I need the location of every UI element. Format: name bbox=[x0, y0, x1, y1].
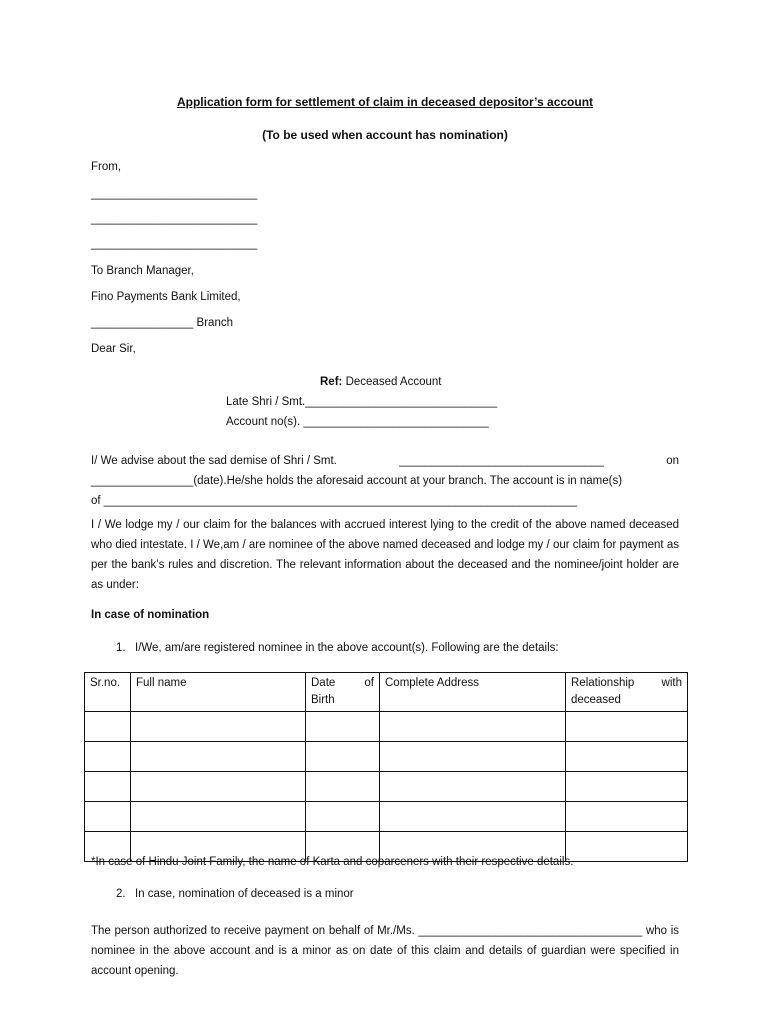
salutation: Dear Sir, bbox=[91, 343, 136, 355]
table-cell[interactable] bbox=[306, 742, 380, 772]
table-cell[interactable] bbox=[131, 802, 306, 832]
ref-label: Ref: bbox=[320, 376, 343, 388]
advise-line-1 bbox=[91, 455, 679, 467]
table-cell[interactable] bbox=[306, 802, 380, 832]
table-cell[interactable] bbox=[85, 742, 131, 772]
to-line-2: Fino Payments Bank Limited, bbox=[91, 291, 241, 303]
nominee-details-table bbox=[84, 672, 688, 862]
ref-line bbox=[320, 376, 441, 388]
table-cell[interactable] bbox=[566, 802, 688, 832]
table-cell[interactable] bbox=[380, 742, 566, 772]
table-cell[interactable] bbox=[380, 802, 566, 832]
table-cell[interactable] bbox=[131, 742, 306, 772]
item-1-text: I/We, am/are registered nominee in the above account(s). Following are the details: bbox=[135, 642, 559, 654]
header-sr-no: Sr.no. bbox=[85, 673, 131, 712]
form-subtitle: (To be used when account has nomination) bbox=[262, 128, 508, 142]
table-cell[interactable] bbox=[131, 772, 306, 802]
from-blank-line-2: __________________________ bbox=[91, 213, 258, 225]
advise-line-2: ________________(date).He/she holds the aforesaid account at your branch. The account is in name(s) bbox=[91, 475, 623, 487]
from-label: From, bbox=[91, 161, 122, 173]
advise-line-1-start: I/ We advise about the sad demise of Shri / Smt. bbox=[91, 455, 337, 467]
account-no-line: Account no(s). _____________________________ bbox=[226, 416, 489, 428]
minor-paragraph: The person authorized to receive payment on behalf of Mr./Ms. ___________________________________ who is nominee in the above account and is a minor as on date of this claim and details of guardian were specified in account opening. bbox=[91, 925, 679, 977]
table-cell[interactable] bbox=[566, 832, 688, 862]
from-blank-line-1: __________________________ bbox=[91, 188, 258, 200]
table-cell[interactable] bbox=[85, 712, 131, 742]
ref-text: Deceased Account bbox=[345, 376, 442, 388]
table-row bbox=[85, 712, 688, 742]
branch-line bbox=[91, 317, 233, 329]
from-blank-line-3: __________________________ bbox=[91, 238, 258, 250]
branch-label: Branch bbox=[196, 317, 233, 329]
nomination-heading: In case of nomination bbox=[91, 609, 210, 621]
table-cell[interactable] bbox=[85, 802, 131, 832]
to-line-1: To Branch Manager, bbox=[91, 265, 194, 277]
item-2-text: In case, nomination of deceased is a minor bbox=[135, 888, 354, 900]
form-title: Application form for settlement of claim in deceased depositor’s account bbox=[176, 95, 594, 109]
advise-line-1-end: on bbox=[666, 455, 679, 467]
item-1-number: 1. bbox=[116, 642, 126, 654]
table-cell[interactable] bbox=[566, 742, 688, 772]
table-cell[interactable] bbox=[85, 772, 131, 802]
late-shri-line: Late Shri / Smt.______________________________ bbox=[226, 396, 498, 408]
table-cell[interactable] bbox=[380, 712, 566, 742]
table-row bbox=[85, 772, 688, 802]
header-date-of-birth: Date of Birth bbox=[306, 673, 380, 712]
header-relationship: Relationship with deceased bbox=[566, 673, 688, 712]
claim-paragraph: I / We lodge my / our claim for the balances with accrued interest lying to the credit of the above named deceased who died intestate. I / We,am / are nominee of the above named deceased and lodge my / our claim for payment as per the bank’s rules and discretion. The relevant information about the deceased and the nominee/joint holder are as under: bbox=[91, 519, 679, 591]
header-full-name: Full name bbox=[131, 673, 306, 712]
table-cell[interactable] bbox=[306, 772, 380, 802]
table-cell[interactable] bbox=[566, 712, 688, 742]
item-2-number: 2. bbox=[116, 888, 126, 900]
table-row bbox=[85, 802, 688, 832]
table-cell[interactable] bbox=[566, 772, 688, 802]
table-cell[interactable] bbox=[380, 772, 566, 802]
table-row bbox=[85, 742, 688, 772]
branch-blank: ________________ bbox=[91, 317, 194, 329]
advise-line-3: of __________________________________________________________________________ bbox=[91, 495, 578, 507]
table-cell[interactable] bbox=[131, 712, 306, 742]
header-complete-address: Complete Address bbox=[380, 673, 566, 712]
table-cell[interactable] bbox=[306, 712, 380, 742]
hindu-family-footnote: *In case of Hindu Joint Family, the name of Karta and coparceners with their respective details. bbox=[91, 856, 574, 868]
table-header-row bbox=[85, 673, 688, 712]
advise-line-1-blank: ________________________________ bbox=[399, 455, 604, 467]
